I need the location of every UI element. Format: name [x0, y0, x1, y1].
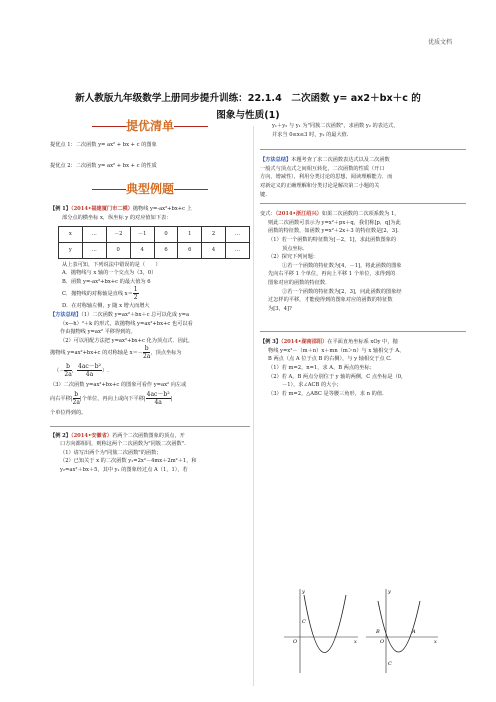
option-c: C．抛物线的对称轴是直线 x＝ $\frac{1}{2}$ — [62, 286, 138, 302]
title-line2: 图象与性质(1) — [216, 110, 280, 121]
variant-line: （2）探究下列问题： — [268, 254, 318, 261]
variant-line: 先向右平移 1 个单位，再向上平移 1 个单位，求得到的 — [268, 271, 396, 278]
variant-line: 为[3，4]? — [268, 305, 292, 312]
right-column — [260, 122, 466, 398]
point-label-a: A — [412, 629, 416, 635]
example-3-line: B 两点（点 A 位于点 B 的右侧），与 y 轴相交于点 C. — [268, 356, 392, 363]
section-heading-2: 典型例题 — [50, 185, 250, 194]
axis-label-x: x — [354, 639, 357, 645]
example-2-continued: y₁＋y₂ 与 y₁ 为"同簇二次函数"，求函数 y₂ 的表达式， — [272, 123, 399, 129]
parabola-curve — [304, 595, 346, 653]
point-2: 提优点 2：二次函数 y= ax² + bx + c 的性质 — [50, 163, 157, 170]
option-a: A．抛物线与 x 轴的一个交点为（3，0） — [62, 270, 157, 277]
method-line: 抛物线 y=ax²+bx+c 的对称轴是 x＝－ $\frac{b}{2a}$ ，顶点坐标为 — [50, 345, 182, 361]
parabola-curve — [378, 601, 420, 652]
example-1-question: 从上表可知，下列说法中错误的是（ ） — [62, 261, 161, 268]
figure-left — [284, 589, 358, 673]
point-1: 提优点 1：二次函数 y= ax² + bx + c 的图象 — [50, 141, 157, 148]
table-row: y … 0 4 6 6 4 … — [59, 242, 250, 258]
example-2-continued: 并求当 0≤x≤3 时，y₂ 的最大值. — [272, 131, 349, 138]
method-line: （3）二次函数 y=ax²+bx+c 的图象可看作 y=ax² 向左或 — [50, 382, 187, 389]
variant-line: 过怎样的平移，才能使得到的图象对应的函数的特征数 — [268, 297, 393, 304]
method-line: 个单位得到的。 — [50, 409, 87, 416]
method-line: 方向、增减性），利用分类讨论的思想，阅读理解能力．而 — [260, 174, 393, 181]
table-row: x … －2 －1 0 1 2 … — [59, 226, 250, 242]
column-separator — [253, 126, 254, 686]
variant-line: 图象对应的函数的特征数． — [268, 279, 331, 286]
title-line1: 新人教版九年级数学上册同步提升训练：22.1.4 二次函数 y= ax2＋bx＋c 的 — [75, 93, 421, 104]
variant-line: ②若一个函数的特征数为[2，3]，问此函数的图象经 — [282, 288, 402, 295]
example-1-line2: 部分点的横坐标 x，纵坐标 y 的对应值如下表： — [62, 214, 172, 221]
point-label-c: C — [302, 619, 306, 625]
axis-label-x: x — [434, 639, 437, 645]
fraction: $\frac{b}{2a}$ — [72, 390, 80, 406]
example-2-line: （1）请写出两个为"同簇二次函数"的函数； — [60, 449, 162, 456]
method-line: （－ $\frac{b}{2a}$ ， $\frac{\text{4ac－b²}}{4a}$ ）. — [54, 363, 109, 379]
method-line: （x—h）²＋k 的形式，故抛物线 y=ax²+bx+c 也可以看 — [60, 320, 193, 327]
fraction: $\frac{\text{4ac－b²}}{4a}$ — [78, 363, 102, 379]
method-summary-1-line1: 【方法总结】（1）二次函数 y=ax²＋bx＋c 总可以化成 y=a — [50, 311, 190, 318]
example-1-line1: 【例 1】（2014•福建厦门市二模）抛物线 y=-ax²+bx+c 上 — [50, 206, 192, 213]
variant-line: ①若一个函数的特征数为[4，－1]，将此函数的图象 — [282, 262, 402, 269]
heading-rule — [92, 189, 126, 190]
parabola-figures — [282, 585, 442, 677]
variant-line: （1）若一个函数的特征数为[－2，1]，求此函数图象的 — [268, 236, 397, 243]
method-line: 作由抛物线 y=ax² 平移得到的。 — [60, 329, 136, 336]
fraction: $\frac{1}{2}$ — [133, 286, 138, 302]
heading-rule — [174, 126, 208, 127]
method-line: 对新定义的正确理解和分类讨论是解决第二小题的关 — [260, 182, 380, 189]
origin-label: O — [293, 639, 298, 645]
variant-line: 函数的特征数，如函数 y=x²＋2x＋3 的特征数是[2，3]. — [268, 228, 399, 235]
origin-label: O — [380, 639, 385, 645]
example-2-line: y₂=ax²＋bx＋5，其中 y₁ 的图象经过点 A（1，1），若 — [60, 466, 188, 473]
method-line: （2）可以用配方法把 y=ax²+bx+c 化为顶点式．因此， — [60, 337, 194, 344]
example-2-line1: 【例 2】（2014•安徽省）若两个二次函数图象的顶点，开 — [50, 432, 185, 439]
page-header: 优质文档 — [427, 39, 452, 46]
method-line: 向右平移| $\frac{b}{2a}$ |个单位，再向上或向下平移| $\frac{\text{4ac－b²}}{4a}$ | — [50, 390, 173, 406]
variant-line1: 变式：（2014•浙江绍兴）如果二次函数的二次项系数为 1， — [260, 211, 400, 218]
section-heading-1: 提优清单 — [50, 122, 250, 131]
example-3-line: （3）若 m=2，△ABC 是等腰三角形，求 n 的值. — [268, 390, 384, 397]
fraction: $\frac{b}{2a}$ — [64, 363, 72, 379]
example-3-line: （1）若 m=2，n=1，求 A、B 两点的坐标； — [268, 365, 375, 372]
example-2-line: 口方向都相同，则称这两个二次函数为"同簇二次函数". — [60, 441, 186, 448]
method-line: 一般式与顶点式之间相互转化，二次函数的性质（开口 — [260, 165, 385, 172]
value-table — [58, 226, 250, 259]
divider — [260, 149, 466, 150]
axis-label-y: y — [302, 589, 305, 595]
point-label-b: B — [376, 629, 380, 635]
heading-rule — [174, 189, 208, 190]
fraction: $\frac{b}{2a}$ — [142, 345, 151, 361]
fraction: $\frac{\text{4ac－b²}}{4a}$ — [146, 390, 170, 406]
left-column — [50, 119, 250, 474]
method-summary-2-line1: 【方法总结】本题考查了求二次函数表达式以及二次函数 — [260, 157, 390, 164]
example-3-line1: 【例 3】（2014•湖南邵阳）在平面直角坐标系 xOy 中，抛 — [260, 339, 398, 346]
divider — [50, 426, 250, 427]
variant-line: 顶点坐标． — [282, 245, 308, 252]
example-3-line: －1），求∠ACB 的大小； — [282, 382, 342, 389]
heading-rule — [92, 126, 126, 127]
option-d: D．在对称轴左侧，y 随 x 增大而增大 — [62, 303, 150, 310]
page-title — [30, 90, 466, 124]
example-3-line: （2）若 A，B 两点分别位于 y 轴的两侧，C 点坐标是（0， — [268, 373, 407, 380]
example-3-line: 物线 y=x²－（m＋n）x＋mn（m＞n）与 x 轴相交于 A、 — [268, 347, 405, 354]
point-label-c: C — [388, 661, 392, 667]
variant-line: 则此二次函数可表示为 y=x²＋px＋q，我们称[p，q]为此 — [268, 219, 401, 226]
example-2-line: （2）已知关于 x 的二次函数 y₁=2x²－4mx＋2m²＋1，和 — [60, 458, 197, 465]
axis-label-y: y — [388, 589, 391, 595]
divider — [260, 203, 466, 204]
divider — [260, 331, 466, 332]
option-b: B．函数 y=-ax²+bx+c 的最大值为 6 — [62, 278, 151, 285]
method-line: 键. — [260, 191, 267, 198]
figure-right — [366, 589, 438, 673]
